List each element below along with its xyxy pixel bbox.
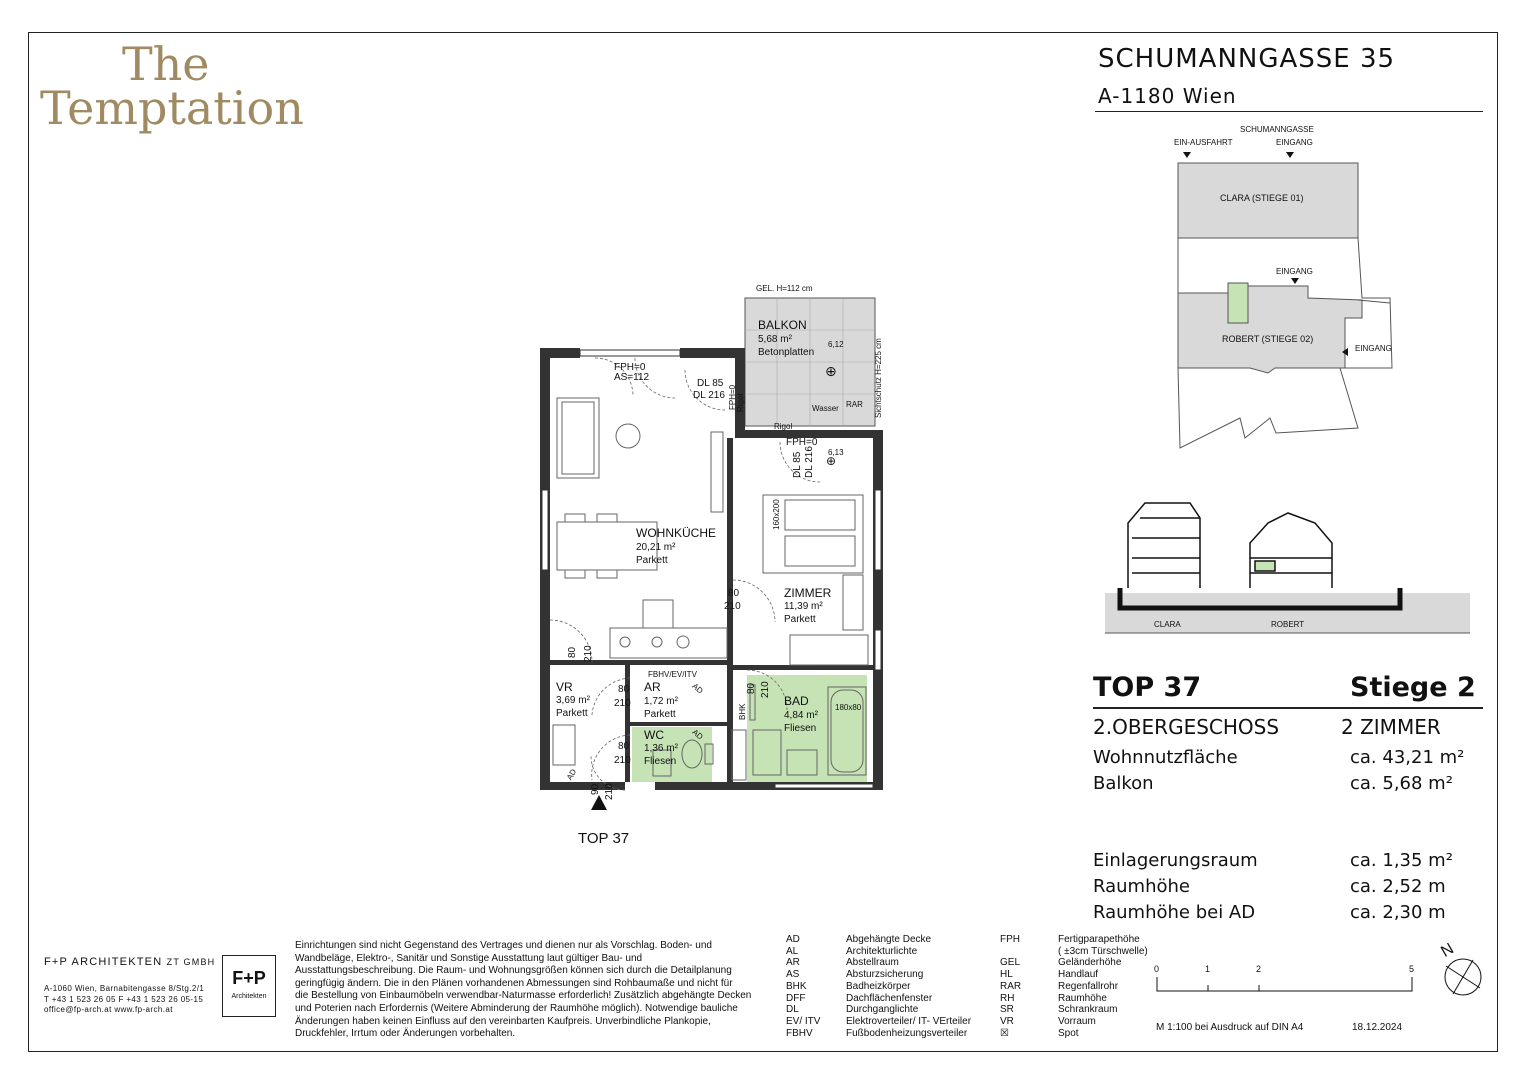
room-vr-name: VR	[556, 680, 573, 694]
detail-label: Raumhöhe	[1093, 876, 1190, 897]
address-city: A-1180 Wien	[1098, 84, 1237, 108]
address-rule	[1095, 111, 1483, 112]
detail-label: Wohnnutzfläche	[1093, 747, 1238, 768]
detail-label: Einlagerungsraum	[1093, 850, 1258, 871]
label-dl216-zimmer: DL 216	[804, 446, 815, 478]
door-height: 210	[604, 783, 615, 800]
unit-rule	[1093, 707, 1483, 709]
address-street: SCHUMANNGASSE 35	[1098, 44, 1396, 74]
scale-bar	[1150, 975, 1425, 995]
brand-logo: The Temptation	[40, 37, 304, 135]
disclaimer: Einrichtungen sind nicht Gegenstand des Vertrages und dienen nur als Vorschlag. Boden- und Wandbeläge, Elektro-, Sanitär und Sonstige Ausstattung laut gültiger Bau- und Ausstattungsbeschreibung. Die Raum- und Wohnungsgrößen können sich durch die Detailplanung geringfügig ändern. Die in den Plänen vorhandenen Abmessungen sind Rohbaumaße und nicht für die Bestellung von Einbaumöbeln verwendbar-Naturmasse erforderlich! Zusätzlich abgehängte Decken und Poterien nach Erfordernis (Weitere Abminderung der Raumhöhe möglich). Notwendige bauliche Änderungen haben keinen Einfluss auf den vereinbarten Kaufpreis. Unverbindliche Plankopie, Druckfehler, Irrtum oder Änderungen vorbehalten.	[295, 940, 752, 1040]
detail-value: ca. 5,68 m²	[1350, 773, 1453, 794]
room-bad-name: BAD	[784, 694, 809, 708]
label-ad: AD	[690, 727, 705, 742]
room-bad-area: 4,84 m²	[784, 710, 818, 721]
room-ar-name: AR	[644, 680, 661, 694]
site-ein-ausfahrt: EIN-AUSFAHRT	[1174, 138, 1233, 147]
room-vr-floor: Parkett	[556, 708, 588, 719]
room-ar-floor: Parkett	[644, 709, 676, 720]
floor-plan	[535, 290, 895, 850]
level-mark-icon: ⊕	[826, 454, 837, 468]
legend-row: AD Abgehängte Decke FPH Fertigparapethöhe	[786, 934, 1140, 945]
door-height: 210	[614, 698, 631, 709]
section-label-clara: CLARA	[1154, 620, 1181, 629]
entry-label: TOP 37	[578, 830, 630, 847]
railing-height: GEL. H=112 cm	[756, 284, 813, 293]
detail-value: ca. 2,30 m	[1350, 902, 1446, 923]
legend-row: AS Absturzsicherung HL Handlauf	[786, 969, 1099, 981]
detail-value: ca. 43,21 m²	[1350, 747, 1465, 768]
arrow-eingang-top	[1286, 152, 1294, 158]
unit-highlight	[1228, 283, 1248, 323]
label-dl85: DL 85	[697, 378, 724, 389]
unit-rooms: 2 ZIMMER	[1341, 715, 1441, 739]
door-height: 210	[583, 645, 594, 662]
room-wohnkueche-name: WOHNKÜCHE	[636, 526, 716, 540]
section-clara	[1128, 503, 1200, 588]
room-bad-floor: Fliesen	[784, 723, 817, 734]
label-rigol-vertical: Rigol	[736, 393, 745, 412]
site-eingang-top: EINGANG	[1276, 138, 1313, 147]
label-ad: AD	[564, 767, 579, 782]
north-label: N	[1438, 940, 1457, 961]
unit-floor: 2.OBERGESCHOSS	[1093, 715, 1280, 739]
level-mark-icon: ⊕	[825, 364, 837, 380]
door-height: 210	[724, 601, 741, 612]
label-fph-zimmer: FPH=0	[786, 437, 818, 448]
arrow-ein-ausfahrt	[1183, 152, 1191, 158]
room-balkon-name: BALKON	[758, 318, 807, 332]
scale-tick: 2	[1256, 964, 1262, 974]
label-dl216: DL 216	[693, 390, 725, 401]
building-robert	[1178, 286, 1362, 373]
room-ar-area: 1,72 m²	[644, 696, 678, 707]
door-width: 80	[567, 646, 578, 658]
scale-note: M 1:100 bei Ausdruck auf DIN A4	[1156, 1022, 1304, 1033]
plan-date: 18.12.2024	[1352, 1022, 1403, 1033]
scale-tick: 0	[1154, 964, 1160, 974]
site-building-clara: CLARA (STIEGE 01)	[1220, 193, 1304, 203]
legend-row: AL Architekturlichte ( ±3cm Türschwelle)	[786, 945, 1148, 957]
site-building-robert: ROBERT (STIEGE 02)	[1222, 334, 1314, 344]
label-tub: 180x80	[835, 703, 862, 712]
site-eingang-side: EINGANG	[1355, 344, 1392, 353]
room-wc-name: WC	[644, 728, 664, 742]
label-fph-vertical: FPH=0	[728, 384, 737, 410]
label-sichtschutz: Sichtschutz H=225 cm	[874, 338, 883, 418]
door-height: 210	[614, 755, 631, 766]
architect-contact: A-1060 Wien, Barnabitengasse 8/Stg.2/1 T +43 1 523 26 05 F +43 1 523 26 05-15 office@fp-arch.at www.fp-arch.at	[44, 984, 205, 1014]
room-zimmer-floor: Parkett	[784, 614, 816, 625]
room-zimmer-area: 11,39 m²	[784, 601, 823, 612]
architect-name: F+P ARCHITEKTEN ZT GMBH	[44, 956, 216, 968]
site-street-label: SCHUMANNGASSE	[1240, 125, 1314, 134]
legend-row: DL Durchganglichte SR Schrankraum	[786, 1004, 1118, 1016]
unit-stiege: Stiege 2	[1350, 672, 1476, 703]
room-balkon-area: 5,68 m²	[758, 334, 792, 345]
unit-top: TOP 37	[1093, 672, 1202, 703]
label-as: AS=112	[614, 372, 650, 383]
label-rigol: Rigol	[774, 422, 793, 431]
room-vr-area: 3,69 m²	[556, 695, 590, 706]
detail-value: ca. 2,52 m	[1350, 876, 1446, 897]
label-rar: RAR	[846, 400, 863, 409]
door-width: 80	[728, 588, 740, 599]
level-613: 6,13	[828, 448, 844, 457]
scale-tick: 1	[1205, 964, 1211, 974]
room-balkon-floor: Betonplatten	[758, 347, 815, 358]
door-width: 80	[746, 682, 757, 694]
label-ad: AD	[690, 681, 705, 696]
legend-table	[786, 934, 1148, 1039]
room-wohnkueche-floor: Parkett	[636, 555, 668, 566]
room-wc-floor: Fliesen	[644, 756, 677, 767]
door-width: 80	[618, 741, 630, 752]
label-fbhv: FBHV/EV/ITV	[648, 670, 697, 679]
room-zimmer-name: ZIMMER	[784, 586, 832, 600]
door-height: 210	[760, 681, 771, 698]
detail-label: Raumhöhe bei AD	[1093, 902, 1256, 923]
door-width: 90	[590, 783, 601, 795]
site-eingang-mid: EINGANG	[1276, 267, 1313, 276]
legend-row: DFF Dachflächenfenster RH Raumhöhe	[786, 992, 1107, 1004]
door-width: 80	[618, 684, 630, 695]
detail-label: Balkon	[1093, 773, 1154, 794]
label-bed: 160x200	[772, 499, 781, 530]
detail-value: ca. 1,35 m²	[1350, 850, 1453, 871]
label-wasser: Wasser	[812, 404, 839, 413]
room-wc-area: 1,36 m²	[644, 743, 678, 754]
label-bhk: BHK	[738, 703, 747, 720]
legend-row: EV/ ITV Elektroverteiler/ IT- VErteiler VR Vorraum	[786, 1015, 1096, 1027]
level-612: 6,12	[828, 340, 844, 349]
section-robert	[1250, 513, 1332, 588]
section-label-robert: ROBERT	[1271, 620, 1305, 629]
legend-row: AR Abstellraum GEL Geländerhöhe	[786, 957, 1122, 969]
architect-logo: F+P Architekten	[222, 955, 276, 1017]
legend-row: BHK Badheizkörper RAR Regenfallrohr	[786, 980, 1119, 992]
legend-row: FBHV Fußbodenheizungsverteiler ☒ Spot	[786, 1027, 1079, 1039]
scale-tick: 5	[1409, 964, 1415, 974]
label-dl85-zimmer: DL 85	[792, 451, 803, 478]
label-fph: FPH=0	[614, 362, 646, 373]
arrow-eingang-mid	[1291, 278, 1299, 284]
room-wohnkueche-area: 20,21 m²	[636, 542, 676, 553]
